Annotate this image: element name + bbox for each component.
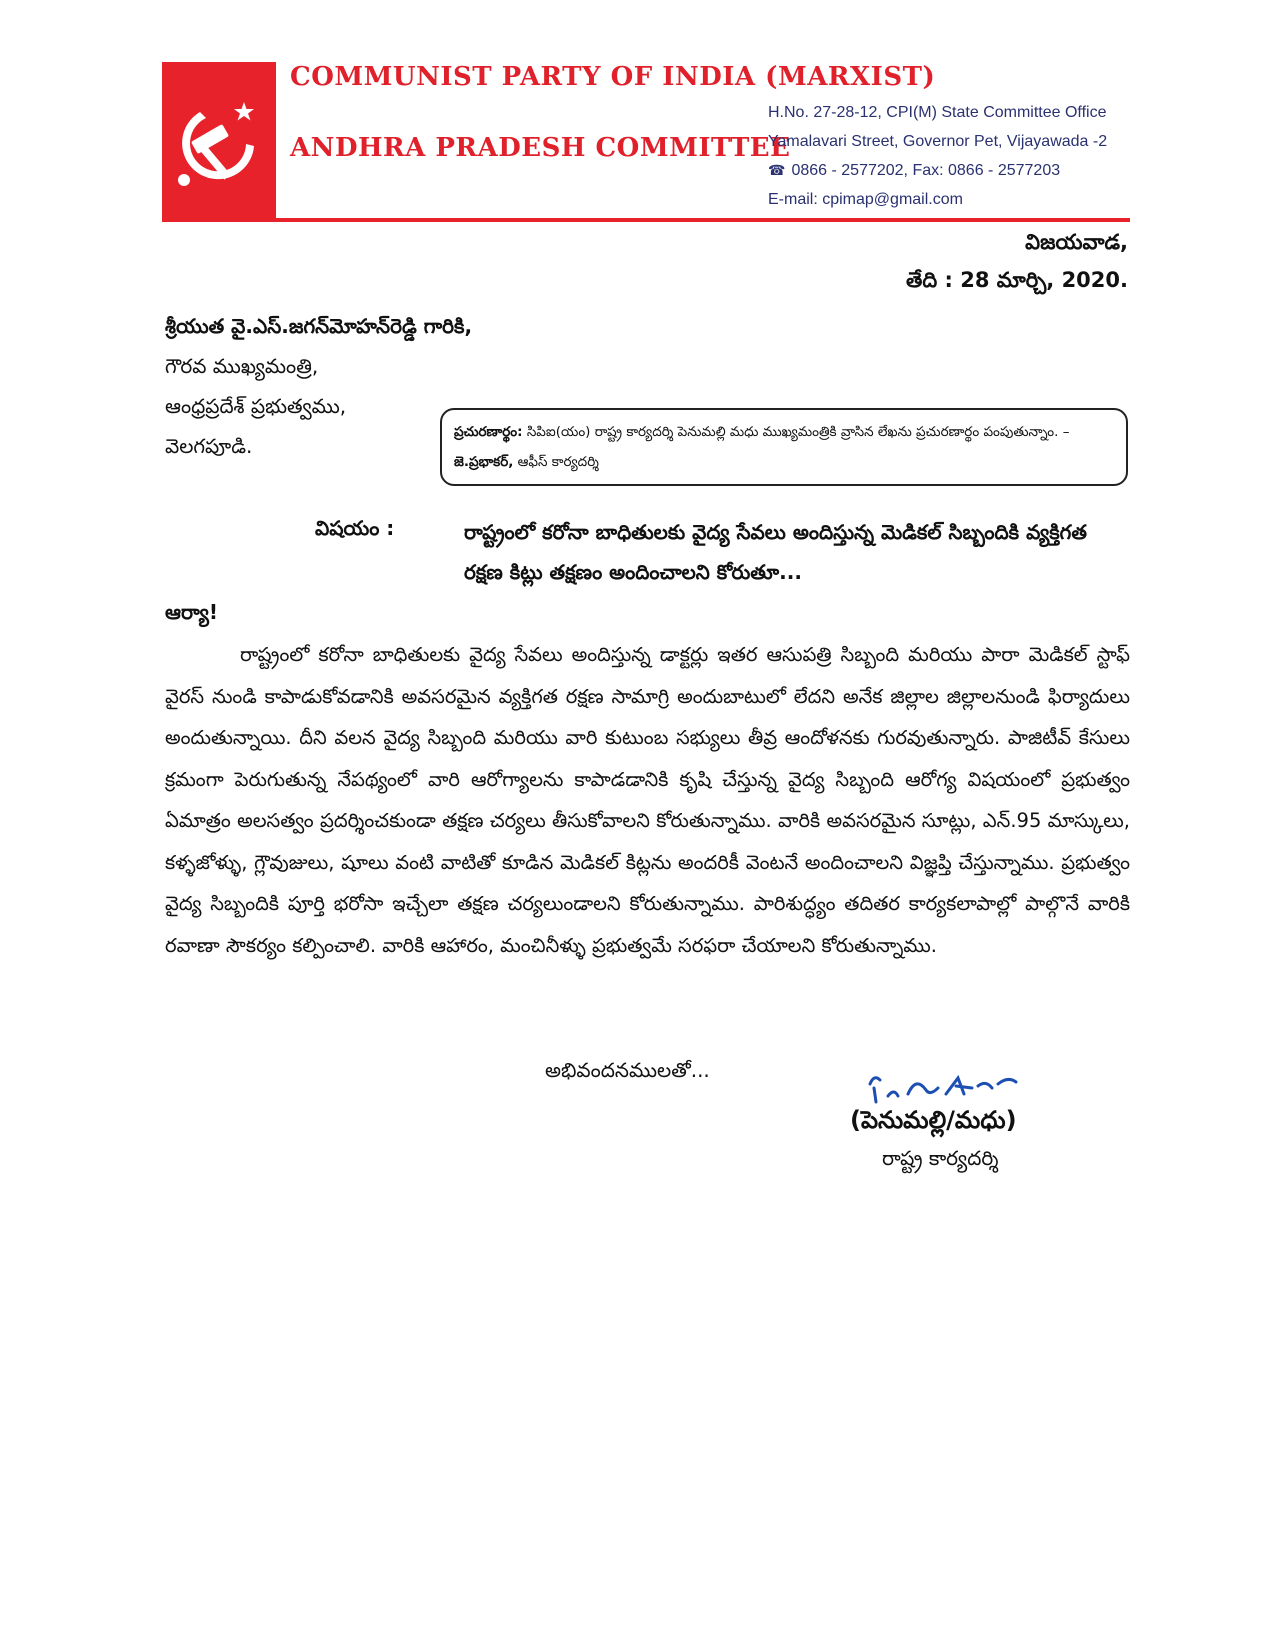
press-note-lead: ప్రచురణార్థం: bbox=[454, 424, 523, 440]
logo bbox=[162, 62, 276, 220]
addressee-line-4: వెలగపూడి. bbox=[165, 434, 253, 458]
press-note-text: సిపిఐ(యం) రాష్ట్ర కార్యదర్శి పెనుమల్లి మధు ముఖ్యమంత్రికి వ్రాసిన లేఖను ప్రచురణార్థం పంపుతున్నాం. – bbox=[526, 424, 1070, 440]
subject-text: రాష్ట్రంలో కరోనా బాధితులకు వైద్య సేవలు అందిస్తున్న మెడికల్‌ సిబ్బందికి వ్యక్తిగత రక్షణ కిట్లు తక్షణం అందించాలని కోరుతూ... bbox=[464, 520, 1087, 584]
phone-line bbox=[768, 162, 1060, 180]
date: తేది : 28 మార్చి, 2020. bbox=[906, 268, 1128, 292]
press-note-signer: జె.ప్రభాకర్, bbox=[454, 454, 514, 470]
press-note-box bbox=[440, 408, 1128, 486]
hammer-sickle-star-icon bbox=[170, 92, 268, 192]
signer-title: రాష్ట్ర కార్యదర్శి bbox=[882, 1146, 999, 1170]
phone-icon: ☎ bbox=[768, 162, 786, 178]
phone-text: 0866 - 2577202, Fax: 0866 - 2577203 bbox=[791, 162, 1061, 179]
salutation: ఆర్యా! bbox=[165, 600, 218, 624]
email-line: E-mail: cpimap@gmail.com bbox=[768, 191, 963, 208]
place: విజయవాడ, bbox=[1025, 230, 1128, 254]
address-line-2: Yamalavari Street, Governor Pet, Vijayawada -2 bbox=[768, 133, 1108, 150]
signer-name: (పెనుమల్లి/మధు) bbox=[850, 1106, 1017, 1134]
address-line-1: H.No. 27-28-12, CPI(M) State Committee Office bbox=[768, 104, 1107, 121]
addressee-line-2: గౌరవ ముఖ్యమంత్రి, bbox=[165, 354, 319, 378]
press-note-signer-role: ఆఫీస్‌ కార్యదర్శి bbox=[517, 454, 599, 470]
closing: అభివందనములతో... bbox=[545, 1058, 710, 1082]
addressee-line-3: ఆంధ్రప్రదేశ్‌ ప్రభుత్వము, bbox=[165, 394, 347, 418]
committee-name: ANDHRA PRADESH COMMITTEE bbox=[290, 133, 791, 163]
addressee-line-1: శ్రీయుత వై.ఎస్.జగన్‌మోహన్‌రెడ్డి గారికి, bbox=[165, 314, 473, 338]
letter-body: రాష్ట్రంలో కరోనా బాధితులకు వైద్య సేవలు అందిస్తున్న డాక్టర్లు ఇతర ఆసుపత్రి సిబ్బంది మరియు పారా మెడికల్‌ స్టాఫ్‌ వైరస్‌ నుండి కాపాడుకోవడానికి అవసరమైన వ్యక్తిగత రక్షణ సామాగ్రి అందుబాటులో లేదని అనేక జిల్లాల జిల్లాలనుండి ఫిర్యాదులు అందుతున్నాయి. దీని వలన వైద్య సిబ్బంది మరియు వారి కుటుంబ సభ్యులు తీవ్ర ఆందోళనకు గురవుతున్నారు. పాజిటీవ్‌ కేసులు క్రమంగా పెరుగుతున్న నేపథ్యంలో వారి ఆరోగ్యాలను కాపాడడానికి కృషి చేస్తున్న వైద్య సిబ్బంది ఆరోగ్య విషయంలో ప్రభుత్వం ఏమాత్రం అలసత్వం ప్రదర్శించకుండా తక్షణ చర్యలు తీసుకోవాలని కోరుతున్నాము. వారికి అవసరమైన సూట్లు, ఎన్‌.95 మాస్కులు, కళ్ళజోళ్ళు, గ్లౌవుజులు, షూలు వంటి వాటితో కూడిన మెడికల్‌ కిట్లను అందరికీ వెంటనే అందించాలని విజ్ఞప్తి చేస్తున్నాము. ప్రభుత్వం వైద్య సిబ్బందికి పూర్తి భరోసా ఇచ్చేలా తక్షణ చర్యలుండాలని కోరుతున్నాము. పారిశుద్ధ్యం తదితర కార్యకలాపాల్లో పాల్గొనే వారికి రవాణా సౌకర్యం కల్పించాలి. వారికి ఆహారం, మంచినీళ్ళు ప్రభుత్వమే సరఫరా చేయాలని కోరుతున్నాము. bbox=[165, 643, 1130, 957]
subject-label: విషయం : bbox=[315, 516, 395, 540]
letterhead-divider bbox=[162, 218, 1130, 222]
org-name: COMMUNIST PARTY OF INDIA (MARXIST) bbox=[290, 62, 936, 92]
